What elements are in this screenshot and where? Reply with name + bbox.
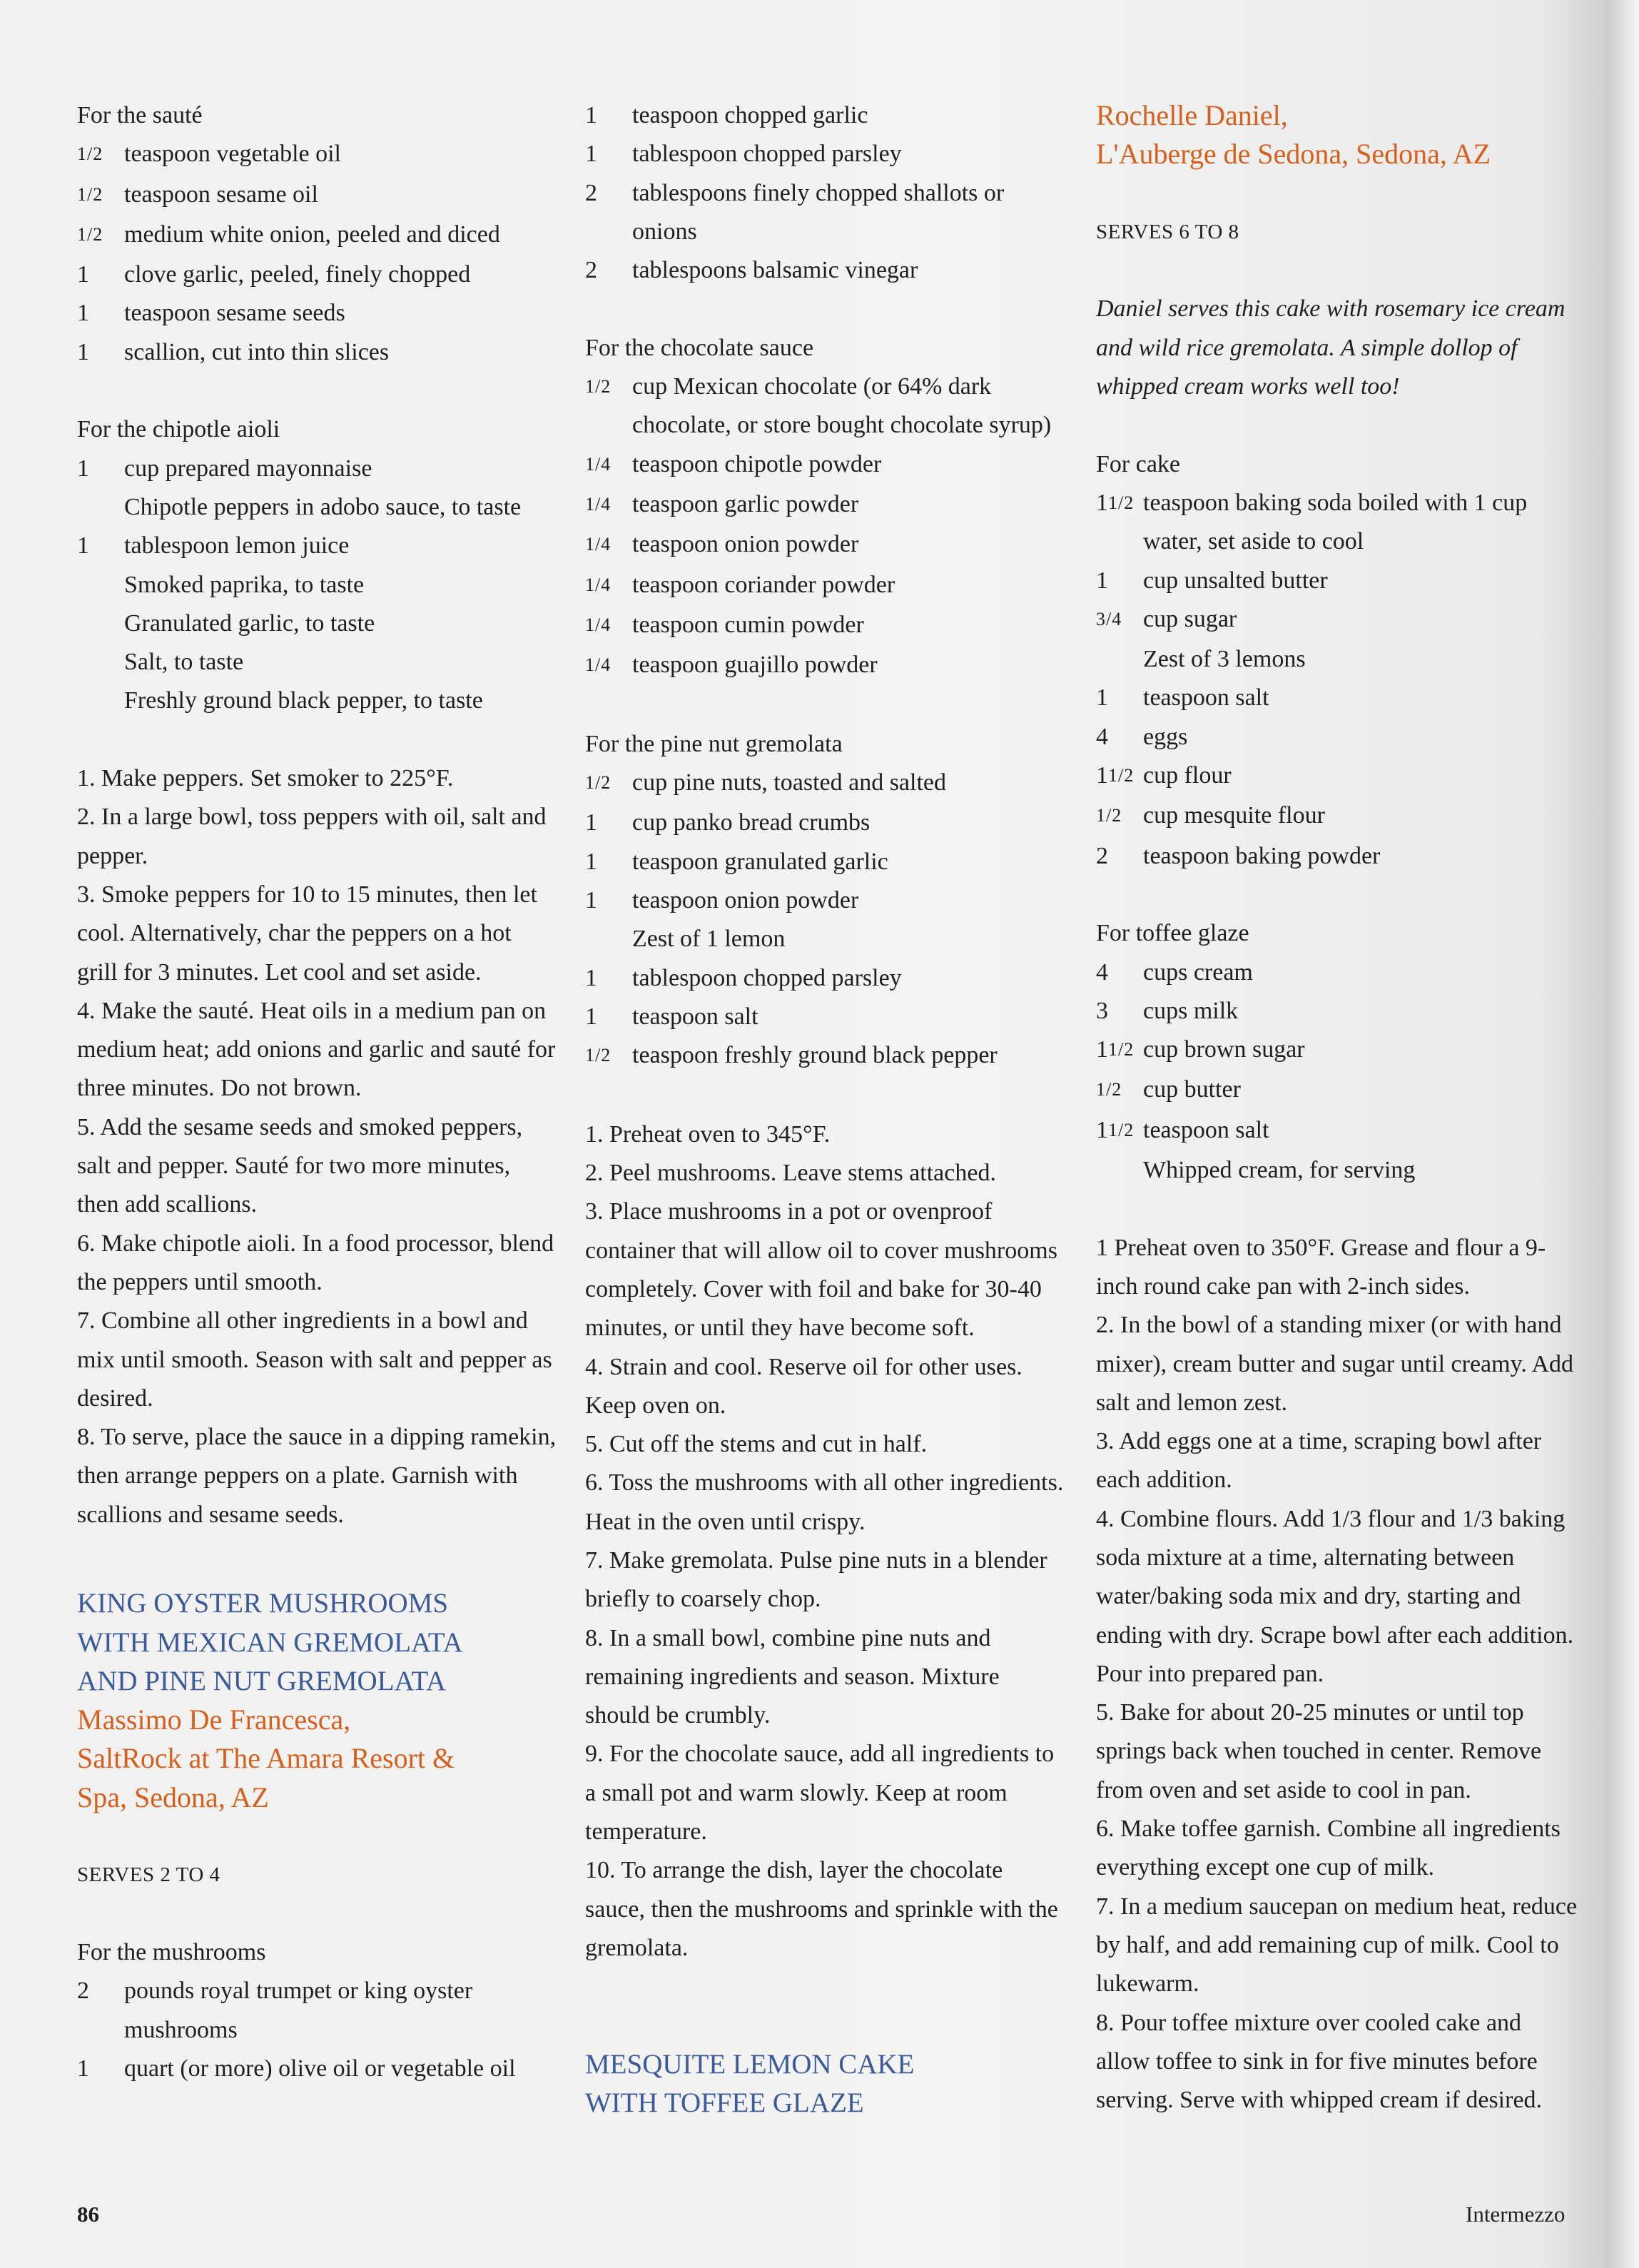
- ingredient-quantity: 2: [585, 179, 597, 206]
- ingredient-text: cup flour: [1143, 762, 1232, 789]
- aioli-list: [77, 450, 557, 721]
- ingredient-quantity: 1/2: [1096, 805, 1122, 826]
- ingredient-row: [585, 959, 1065, 998]
- instruction-step: 1 Preheat oven to 350°F. Grease and flour a 9-inch round cake pan with 2-inch sides.: [1096, 1234, 1546, 1300]
- ingredient-row: [77, 682, 557, 720]
- ingredient-quantity: 1: [77, 300, 89, 327]
- ingredient-row: [585, 843, 1065, 881]
- mushroom-steps: [585, 1115, 1065, 1968]
- instruction-step: 1. Make peppers. Set smoker to 225°F.: [77, 765, 454, 792]
- ingredient-quantity: 1: [585, 848, 597, 875]
- instruction-step: 7. Combine all other ingredients in a bowl and mix until smooth. Season with salt and pepper as desired.: [77, 1307, 552, 1412]
- ingredient-text: teaspoon chopped garlic: [632, 102, 868, 128]
- saute-list: [77, 135, 557, 372]
- ingredient-quantity: [77, 604, 124, 643]
- ingredient-text: teaspoon baking soda boiled with 1 cup water, set aside to cool: [1143, 489, 1528, 555]
- column-right: [1096, 96, 1581, 2120]
- ingredient-text: teaspoon sesame oil: [124, 181, 318, 208]
- instruction-step: 7. In a medium saucepan on medium heat, reduce by half, and add remaining cup of milk. Cool to lukewarm.: [1096, 1893, 1578, 1998]
- ingredient-text: eggs: [1143, 723, 1188, 750]
- ingredient-quantity: [77, 566, 124, 604]
- ingredient-quantity: 1: [585, 141, 597, 168]
- ingredient-quantity: 1/2: [77, 223, 103, 245]
- ingredient-text: teaspoon salt: [1143, 1116, 1269, 1143]
- ingredient-quantity: 1: [585, 1003, 597, 1030]
- ingredient-text: Whipped cream, for serving: [1143, 1157, 1416, 1184]
- ingredient-text: Salt, to taste: [124, 649, 244, 676]
- ingredient-text: Zest of 3 lemons: [1143, 646, 1306, 673]
- ingredient-row: [585, 251, 1065, 290]
- ingredient-quantity: 1/4: [585, 614, 612, 635]
- page-edge-shadow: [1606, 0, 1639, 2268]
- ingredient-quantity: 11/2: [1096, 489, 1135, 516]
- chef-line: Massimo De Francesca,: [77, 1703, 351, 1736]
- ingredient-text: tablespoon chopped parsley: [632, 964, 902, 991]
- ingredient-text: teaspoon guajillo powder: [632, 652, 878, 679]
- instruction-step: 6. Make chipotle aioli. In a food processor, blend the peppers until smooth.: [77, 1230, 554, 1295]
- ingredient-row: [585, 764, 1065, 804]
- ingredient-text: teaspoon cumin powder: [632, 611, 864, 638]
- ingredient-text: teaspoon sesame seeds: [124, 300, 345, 327]
- ingredient-text: tablespoons balsamic vinegar: [632, 257, 918, 284]
- chef-note: Daniel serves this cake with rosemary ice cream and wild rice gremolata. A simple dollop of whipped cream works well too!: [1096, 295, 1566, 400]
- ingredient-quantity: 1: [77, 2055, 89, 2082]
- ingredient-row: [585, 804, 1065, 842]
- ingredient-row: [77, 643, 557, 682]
- ingredient-row: [1096, 679, 1581, 717]
- instruction-step: 4. Make the sauté. Heat oils in a medium pan on medium heat; add onions and garlic and sauté for three minutes. Do not brown.: [77, 997, 556, 1102]
- ingredient-text: tablespoon lemon juice: [124, 532, 350, 560]
- ingredient-quantity: 1: [585, 809, 597, 836]
- ingredient-row: [585, 881, 1065, 920]
- recipe-title-line: WITH TOFFEE GLAZE: [585, 2087, 864, 2119]
- ingredient-quantity: [77, 643, 124, 682]
- recipe-title-line: MESQUITE LEMON CAKE: [585, 2048, 915, 2080]
- ingredient-quantity: 3: [1096, 997, 1108, 1024]
- instruction-step: 5. Add the sesame seeds and smoked peppers, salt and pepper. Sauté for two more minutes, then add scallions.: [77, 1113, 523, 1218]
- ingredient-row: [1096, 600, 1581, 640]
- ingredient-row: [77, 604, 557, 643]
- ingredient-text: clove garlic, peeled, finely chopped: [124, 261, 471, 288]
- ingredient-row: [585, 606, 1065, 646]
- ingredient-quantity: [77, 488, 124, 527]
- ingredient-row: [585, 1036, 1065, 1076]
- ingredient-text: cup brown sugar: [1143, 1036, 1305, 1063]
- ingredient-quantity: 3/4: [1096, 608, 1122, 629]
- ingredient-row: [585, 445, 1065, 485]
- cake-list: [1096, 484, 1581, 876]
- ingredient-text: teaspoon garlic powder: [632, 490, 859, 517]
- ingredient-quantity: 1/2: [585, 772, 612, 794]
- instruction-step: 2. In a large bowl, toss peppers with oil, salt and pepper.: [77, 804, 547, 869]
- ingredient-row: [1096, 1031, 1581, 1070]
- ingredient-row: [77, 176, 557, 216]
- recipe-title-line: KING OYSTER MUSHROOMS: [77, 1588, 449, 1619]
- pine-nut-header: For the pine nut gremolata: [585, 730, 843, 757]
- ingredient-row: [77, 527, 557, 565]
- ingredient-quantity: 1: [77, 532, 89, 560]
- ingredient-row: [77, 2050, 557, 2088]
- ingredient-text: cups milk: [1143, 997, 1239, 1024]
- ingredient-quantity: 11/2: [1096, 1036, 1135, 1063]
- ingredient-text: quart (or more) olive oil or vegetable oil: [124, 2055, 516, 2082]
- serves-label: SERVES 6 TO 8: [1096, 220, 1239, 243]
- ingredient-row: [77, 135, 557, 175]
- instruction-step: 5. Bake for about 20-25 minutes or until top springs back when touched in center. Remove from oven and set aside to cool in pan.: [1096, 1699, 1542, 1803]
- ingredient-quantity: 1/4: [585, 534, 612, 555]
- ingredient-row: [1096, 1111, 1581, 1151]
- ingredient-quantity: 11/2: [1096, 762, 1135, 789]
- ingredient-quantity: 4: [1096, 723, 1108, 750]
- ingredient-quantity: 1: [1096, 684, 1108, 712]
- ingredient-quantity: 1: [585, 964, 597, 991]
- ingredient-row: [585, 485, 1065, 525]
- cake-steps: [1096, 1229, 1581, 2120]
- ingredient-text: cup Mexican chocolate (or 64% dark chocolate, or store bought chocolate syrup): [632, 373, 1052, 439]
- ingredient-text: medium white onion, peeled and diced: [124, 221, 500, 248]
- ingredient-text: teaspoon salt: [632, 1003, 758, 1030]
- ingredient-row: [1096, 1070, 1581, 1110]
- ingredient-text: teaspoon salt: [1143, 684, 1269, 712]
- ingredient-row: [1096, 756, 1581, 796]
- ingredient-quantity: 1/2: [585, 376, 612, 398]
- ingredient-row: [77, 488, 557, 527]
- instruction-step: 7. Make gremolata. Pulse pine nuts in a blender briefly to coarsely chop.: [585, 1546, 1047, 1613]
- cake-header: For cake: [1096, 450, 1181, 477]
- toffee-list: [1096, 953, 1581, 1190]
- ingredient-quantity: [77, 682, 124, 720]
- ingredient-row: [1096, 837, 1581, 876]
- ingredient-row: [77, 255, 557, 294]
- ingredient-row: [1096, 796, 1581, 836]
- ingredient-row: [585, 646, 1065, 686]
- ingredient-row: [1096, 718, 1581, 756]
- ingredient-quantity: [1096, 640, 1143, 679]
- ingredient-quantity: 1: [585, 102, 597, 128]
- saute-header: For the sauté: [77, 102, 203, 128]
- ingredient-row: [1096, 562, 1581, 600]
- instruction-step: 9. For the chocolate sauce, add all ingredients to a small pot and warm slowly. Keep at room temperature.: [585, 1741, 1055, 1846]
- ingredient-row: [77, 566, 557, 604]
- ingredient-text: pounds royal trumpet or king oyster mushrooms: [124, 1978, 473, 2043]
- ingredient-quantity: [1096, 1151, 1143, 1190]
- ingredient-quantity: 1/2: [585, 1045, 612, 1066]
- chef-line: Spa, Sedona, AZ: [77, 1781, 269, 1813]
- ingredient-text: Granulated garlic, to taste: [124, 609, 375, 637]
- instruction-step: 6. Make toffee garnish. Combine all ingredients everything except one cup of milk.: [1096, 1816, 1561, 1881]
- ingredient-text: teaspoon granulated garlic: [632, 848, 888, 875]
- toffee-header: For toffee glaze: [1096, 920, 1249, 947]
- ingredient-text: cup prepared mayonnaise: [124, 455, 372, 482]
- ingredient-quantity: 1/4: [585, 453, 612, 475]
- ingredient-quantity: 1: [585, 886, 597, 913]
- ingredient-text: scallion, cut into thin slices: [124, 338, 390, 365]
- chef-line: L'Auberge de Sedona, Sedona, AZ: [1096, 138, 1491, 171]
- ingredient-row: [1096, 992, 1581, 1031]
- ingredient-text: teaspoon vegetable oil: [124, 141, 342, 168]
- instruction-step: 8. To serve, place the sauce in a dipping ramekin, then arrange peppers on a plate. Garnish with scallions and sesame seeds.: [77, 1424, 557, 1528]
- ingredient-quantity: 1/4: [585, 574, 612, 595]
- ingredient-text: cups cream: [1143, 958, 1253, 986]
- ingredient-quantity: 1: [77, 261, 89, 288]
- chef-line: SaltRock at The Amara Resort &: [77, 1742, 455, 1775]
- ingredient-row: [77, 294, 557, 333]
- ingredient-row: [585, 96, 1065, 135]
- ingredient-quantity: 1: [1096, 567, 1108, 594]
- ingredient-text: cup unsalted butter: [1143, 567, 1328, 594]
- ingredient-row: [1096, 1151, 1581, 1190]
- instruction-step: 2. Peel mushrooms. Leave stems attached.: [585, 1160, 996, 1187]
- ingredient-text: cup butter: [1143, 1076, 1241, 1103]
- instruction-step: 10. To arrange the dish, layer the chocolate sauce, then the mushrooms and sprinkle with the gremolata.: [585, 1857, 1058, 1961]
- ingredient-quantity: 2: [77, 1978, 89, 2005]
- ingredient-text: teaspoon chipotle powder: [632, 450, 882, 477]
- ingredient-quantity: 2: [1096, 842, 1108, 869]
- chocolate-header: For the chocolate sauce: [585, 334, 814, 361]
- ingredient-quantity: 4: [1096, 958, 1108, 986]
- instruction-step: 6. Toss the mushrooms with all other ingredients. Heat in the oven until crispy.: [585, 1469, 1064, 1535]
- ingredient-text: teaspoon coriander powder: [632, 571, 895, 598]
- ingredient-text: teaspoon baking powder: [1143, 842, 1381, 869]
- ingredient-text: teaspoon onion powder: [632, 886, 859, 913]
- ingredient-text: Freshly ground black pepper, to taste: [124, 687, 483, 714]
- mushrooms-list: [77, 1972, 557, 2088]
- mushrooms-header: For the mushrooms: [77, 1938, 266, 1965]
- ingredient-quantity: 1: [77, 338, 89, 365]
- instruction-step: 1. Preheat oven to 345°F.: [585, 1120, 831, 1148]
- instruction-step: 3. Smoke peppers for 10 to 15 minutes, then let cool. Alternatively, char the peppers on a hot grill for 3 minutes. Let cool and set aside.: [77, 881, 537, 986]
- ingredient-row: [1096, 953, 1581, 992]
- peppers-steps: [77, 759, 557, 1534]
- recipe-title-line: WITH MEXICAN GREMOLATA: [77, 1626, 463, 1658]
- magazine-name: Intermezzo: [1466, 2202, 1566, 2227]
- instruction-step: 3. Place mushrooms in a pot or ovenproof container that will allow oil to cover mushrooms completely. Cover with foil and bake for 30-40 minutes, or until they have become soft.: [585, 1198, 1057, 1342]
- ingredient-row: [585, 525, 1065, 565]
- ingredient-row: [77, 333, 557, 372]
- ingredient-text: cup sugar: [1143, 605, 1237, 632]
- ingredient-text: tablespoon chopped parsley: [632, 141, 902, 168]
- ingredient-row: [77, 450, 557, 488]
- ingredient-text: Chipotle peppers in adobo sauce, to taste: [124, 493, 522, 520]
- ingredient-row: [77, 1972, 557, 2050]
- instruction-step: 8. Pour toffee mixture over cooled cake and allow toffee to sink in for five minutes before serving. Serve with whipped cream if desired.: [1096, 2009, 1543, 2114]
- ingredient-quantity: 1/4: [585, 654, 612, 676]
- ingredient-quantity: 1/4: [585, 493, 612, 515]
- serves-label: SERVES 2 TO 4: [77, 1863, 220, 1887]
- instruction-step: 2. In the bowl of a standing mixer (or with hand mixer), cream butter and sugar until creamy. Add salt and lemon zest.: [1096, 1312, 1574, 1416]
- ingredient-text: cup panko bread crumbs: [632, 809, 871, 836]
- column-left: [77, 96, 557, 2088]
- ingredient-quantity: 2: [585, 257, 597, 284]
- chocolate-list: [585, 368, 1065, 686]
- ingredient-row: [1096, 484, 1581, 562]
- ingredient-quantity: 11/2: [1096, 1116, 1135, 1143]
- ingredient-row: [585, 998, 1065, 1036]
- ingredient-row: [585, 368, 1065, 445]
- ingredient-quantity: 1/2: [77, 183, 103, 205]
- ingredient-row: [585, 920, 1065, 958]
- ingredient-row: [585, 566, 1065, 606]
- instruction-step: 4. Strain and cool. Reserve oil for other uses. Keep oven on.: [585, 1353, 1023, 1419]
- ingredient-text: teaspoon onion powder: [632, 531, 859, 558]
- instruction-step: 3. Add eggs one at a time, scraping bowl after each addition.: [1096, 1428, 1542, 1494]
- ingredient-row: [585, 135, 1065, 173]
- recipe-title-line: AND PINE NUT GREMOLATA: [77, 1665, 447, 1696]
- ingredient-row: [585, 174, 1065, 252]
- aioli-header: For the chipotle aioli: [77, 416, 280, 443]
- page-number: 86: [77, 2202, 99, 2227]
- instruction-step: 5. Cut off the stems and cut in half.: [585, 1431, 928, 1458]
- pine-nut-list: [585, 764, 1065, 1076]
- ingredient-text: cup mesquite flour: [1143, 802, 1325, 829]
- ingredient-quantity: [585, 920, 632, 958]
- chef-line: Rochelle Daniel,: [1096, 99, 1288, 131]
- ingredient-quantity: 1/2: [77, 143, 103, 165]
- ingredient-text: Zest of 1 lemon: [632, 926, 786, 953]
- instruction-step: 8. In a small bowl, combine pine nuts and remaining ingredients and season. Mixture should be crumbly.: [585, 1624, 1000, 1729]
- ingredient-quantity: 1: [77, 455, 89, 482]
- instruction-step: 4. Combine flours. Add 1/3 flour and 1/3 baking soda mixture at a time, alternating between water/baking soda mix and dry, starting and ending with dry. Scrape bowl after each addition. Pour into prepared pan.: [1096, 1505, 1574, 1687]
- ingredient-text: teaspoon freshly ground black pepper: [632, 1042, 998, 1069]
- ingredient-row: [1096, 640, 1581, 679]
- ingredient-quantity: 1/2: [1096, 1079, 1122, 1100]
- mushrooms-list-continued: [585, 96, 1065, 290]
- column-middle: [585, 96, 1065, 2122]
- ingredient-text: Smoked paprika, to taste: [124, 571, 365, 598]
- ingredient-row: [77, 216, 557, 255]
- ingredient-text: tablespoons finely chopped shallots or onions: [632, 179, 1005, 245]
- ingredient-text: cup pine nuts, toasted and salted: [632, 769, 947, 796]
